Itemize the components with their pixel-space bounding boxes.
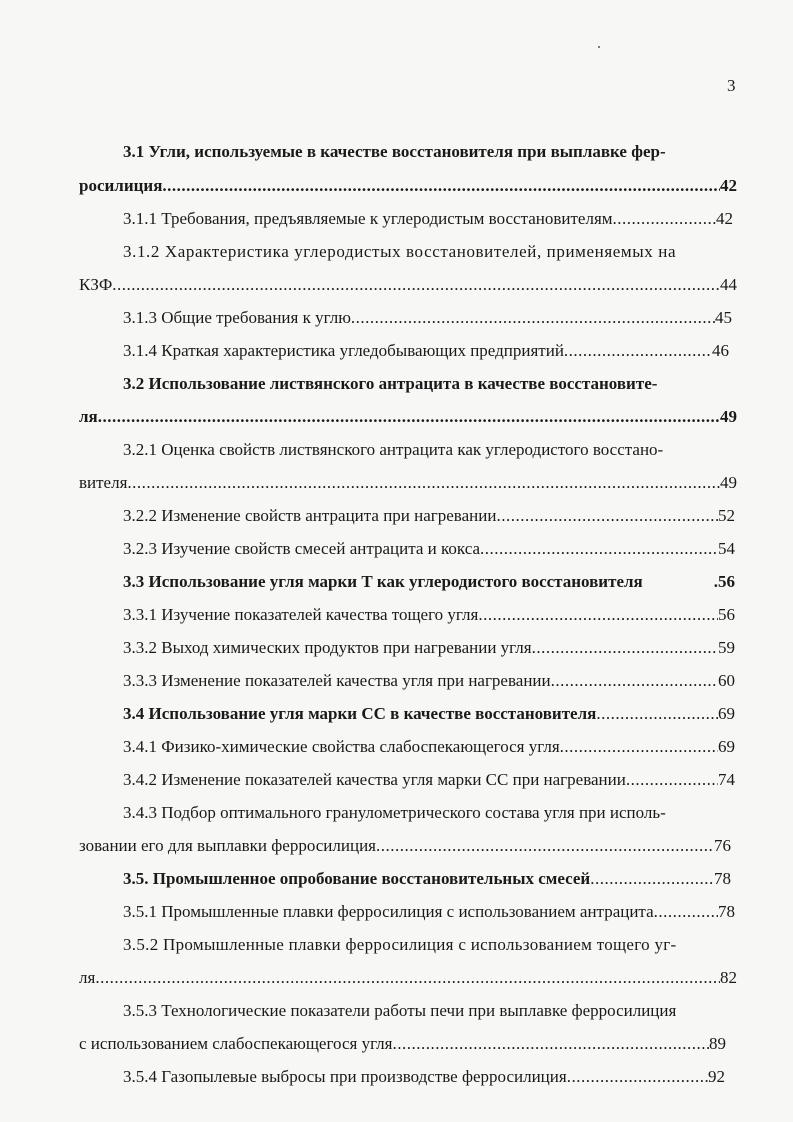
toc-entry-3-3-1 (123, 603, 735, 627)
toc-heading-3-1-line2 (79, 174, 737, 198)
toc-leader (564, 339, 712, 363)
toc-text: 3.2.2 Изменение свойств антрацита при нагревании (123, 506, 497, 525)
toc-entry-3-5-1 (123, 900, 735, 924)
toc-page: 92 (708, 1067, 725, 1086)
toc-page: 46 (712, 341, 729, 360)
toc-entry-3-1-3 (123, 306, 732, 330)
toc-text: 3.4 Использование угля марки СС в качестве восстановителя (123, 704, 597, 723)
toc-leader (95, 966, 720, 990)
toc-page: 56 (718, 605, 735, 624)
toc-text: 3.1.4 Краткая характеристика угледобывающих предприятий (123, 341, 564, 360)
toc-text: 3.3.3 Изменение показателей качества угля при нагревании (123, 671, 551, 690)
toc-entry-3-5-3-line2 (79, 1032, 726, 1056)
toc-page: 69 (718, 704, 735, 723)
toc-leader (376, 834, 714, 858)
toc-heading-3-4 (123, 702, 735, 726)
toc-text: 3.5.4 Газопылевые выбросы при производстве ферросилиция (123, 1067, 567, 1086)
toc-leader (626, 768, 718, 792)
toc-leader (551, 669, 718, 693)
toc-page: 44 (720, 275, 737, 294)
toc-leader (162, 174, 720, 198)
toc-text: 3.4.1 Физико-химические свойства слабоспекающегося угля (123, 737, 560, 756)
toc-entry-3-5-3-line1: 3.5.3 Технологические показатели работы печи при выплавке ферросилиция (123, 1001, 677, 1020)
toc-text: ля (79, 407, 98, 426)
toc-entry-3-2-3 (123, 537, 735, 561)
toc-page: 45 (715, 308, 732, 327)
toc-leader (567, 1065, 708, 1089)
toc-page: 69 (718, 737, 735, 756)
toc-text: 3.4.2 Изменение показателей качества угля марки СС при нагревании (123, 770, 626, 789)
toc-entry-3-4-3-line1: 3.4.3 Подбор оптимального гранулометрического состава угля при исполь- (123, 803, 666, 822)
toc-text: 3.3.1 Изучение показателей качества тощего угля (123, 605, 479, 624)
toc-leader (590, 867, 714, 891)
toc-text: 3.3 Использование угля марки Т как углеродистого восстановителя (123, 572, 643, 591)
toc-page: 59 (718, 638, 735, 657)
toc-heading-3-2-line2 (79, 405, 737, 429)
toc-leader (127, 471, 720, 495)
toc-entry-3-1-1 (123, 207, 733, 231)
toc-leader (480, 537, 718, 561)
toc-text: 3.5. Промышленное опробование восстановительных смесей (123, 869, 591, 888)
toc-page: 78 (718, 902, 735, 921)
toc-entry-3-5-2-line2 (79, 966, 737, 990)
toc-page: 49 (720, 407, 737, 426)
toc-page: 82 (720, 968, 737, 987)
toc-text: росилиция (79, 176, 163, 195)
toc-entry-3-5-4 (123, 1065, 725, 1089)
toc-leader (560, 735, 718, 759)
toc-text: с использованием слабоспекающегося угля (79, 1034, 393, 1053)
toc-page: 49 (720, 473, 737, 492)
toc-text: 3.1.1 Требования, предъявляемые к углеродистым восстановителям (123, 209, 613, 228)
toc-heading-3-2-line1: 3.2 Использование листвянского антрацита в качестве восстановите- (123, 374, 658, 393)
toc-entry-3-5-2-line1: 3.5.2 Промышленные плавки ферросилиция с использованием тощего уг- (123, 935, 677, 954)
toc-text: 3.2.3 Изучение свойств смесей антрацита и кокса (123, 539, 481, 558)
toc-text: зовании его для выплавки ферросилиция (79, 836, 376, 855)
toc-leader (654, 900, 718, 924)
toc-entry-3-1-2-line1: 3.1.2 Характеристика углеродистых восстановителей, применяемых на (123, 242, 677, 261)
toc-entry-3-3-3 (123, 669, 735, 693)
toc-leader (532, 636, 718, 660)
toc-page: 42 (716, 209, 733, 228)
toc-entry-3-3-2 (123, 636, 735, 660)
toc-page: 78 (714, 869, 731, 888)
scan-speck (598, 46, 600, 48)
toc-leader (351, 306, 715, 330)
toc-leader (98, 405, 720, 429)
toc-page: .56 (713, 572, 735, 591)
toc-text: 3.5.1 Промышленные плавки ферросилиция с использованием антрацита (123, 902, 654, 921)
toc-text: 3.1.3 Общие требования к углю (123, 308, 351, 327)
toc-leader (478, 603, 718, 627)
toc-leader (392, 1032, 709, 1056)
toc-entry-3-2-1-line1: 3.2.1 Оценка свойств листвянского антрацита как углеродистого восстано- (123, 440, 664, 459)
toc-entry-3-1-2-line2 (79, 273, 737, 297)
toc-heading-3-1-line1: 3.1 Угли, используемые в качестве восстановителя при выплавке фер- (123, 142, 666, 161)
toc-entry-3-2-2 (123, 504, 735, 528)
toc-entry-3-2-1-line2 (79, 471, 737, 495)
toc-leader (613, 207, 716, 231)
toc-text: вителя (79, 473, 128, 492)
toc-heading-3-3 (123, 570, 735, 594)
toc-heading-3-5 (123, 867, 731, 891)
toc-entry-3-4-2 (123, 768, 735, 792)
toc-page: 42 (720, 176, 737, 195)
toc-leader (496, 504, 718, 528)
toc-entry-3-4-3-line2 (79, 834, 731, 858)
toc-page: 76 (714, 836, 731, 855)
page-number: 3 (727, 76, 736, 95)
toc-entry-3-1-4 (123, 339, 729, 363)
toc-entry-3-4-1 (123, 735, 735, 759)
toc-page: 52 (718, 506, 735, 525)
toc-leader (596, 702, 718, 726)
toc-leader (112, 273, 720, 297)
toc-page: 74 (718, 770, 735, 789)
toc-page: 89 (709, 1034, 726, 1053)
toc-text: КЗФ (79, 275, 113, 294)
toc-text: ля (79, 968, 96, 987)
toc-page: 60 (718, 671, 735, 690)
toc-page: 54 (718, 539, 735, 558)
toc-text: 3.3.2 Выход химических продуктов при нагревании угля (123, 638, 532, 657)
